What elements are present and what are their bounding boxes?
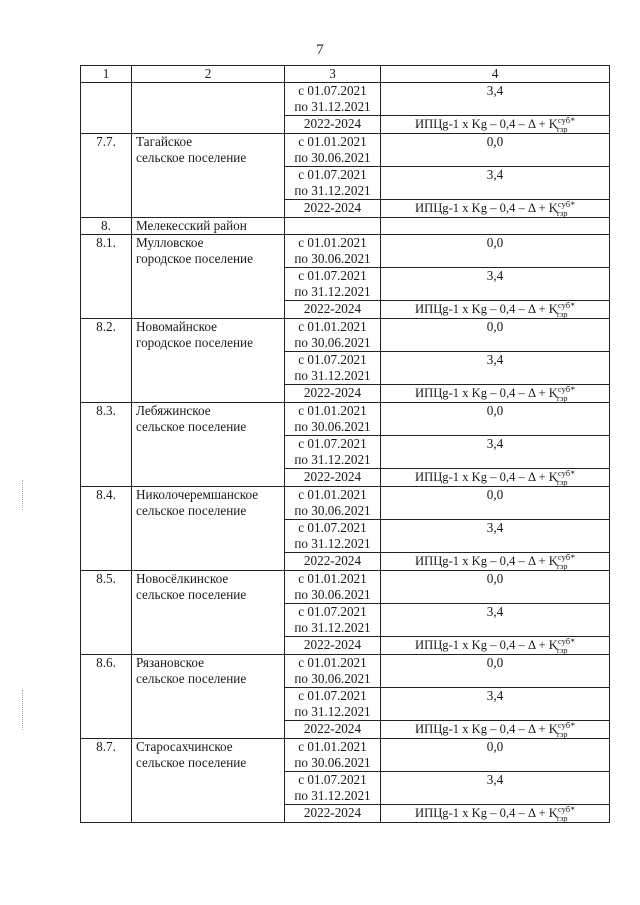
settlement-number: 8.4. <box>81 487 132 571</box>
period-start: с 01.07.2021 <box>298 83 367 98</box>
formula-text: ИПЦg-1 x Kg – 0,4 – Δ + K <box>415 302 558 316</box>
period-cell <box>285 167 381 200</box>
settlement-name-line: Мулловское <box>136 235 204 250</box>
settlement-name-line: Старосахчинское <box>136 739 233 754</box>
settlement-number: 8.5. <box>81 571 132 655</box>
period-start: с 01.01.2021 <box>298 739 367 754</box>
formula-subscript: тзр <box>556 309 568 319</box>
header-cell: 3 <box>285 66 381 83</box>
formula-asterisk: * <box>570 553 575 563</box>
period-cell: 2022-2024 <box>285 200 381 218</box>
formula-cell <box>381 721 610 739</box>
table-row <box>81 83 610 116</box>
settlement-name-line: городское поселение <box>136 335 253 350</box>
formula-asterisk: * <box>570 721 575 731</box>
period-cell <box>285 352 381 385</box>
index-value: 3,4 <box>381 772 610 805</box>
period-cell <box>285 134 381 167</box>
formula-asterisk: * <box>570 805 575 815</box>
period-end: по 31.12.2021 <box>294 536 371 551</box>
settlement-name <box>132 571 285 655</box>
district-name: Мелекесский район <box>132 218 285 235</box>
period-cell: 2022-2024 <box>285 637 381 655</box>
index-value: 3,4 <box>381 688 610 721</box>
formula-asterisk: * <box>570 469 575 479</box>
formula-superscript: суб <box>557 804 571 814</box>
period-cell: 2022-2024 <box>285 469 381 487</box>
period-start: с 01.01.2021 <box>298 403 367 418</box>
period-cell <box>285 436 381 469</box>
settlement-name-line: сельское поселение <box>136 671 247 686</box>
period-end: по 30.06.2021 <box>294 671 371 686</box>
period-cell <box>285 688 381 721</box>
formula-superscript: суб <box>557 199 571 209</box>
table-row <box>81 134 610 167</box>
settlement-name <box>132 403 285 487</box>
period-end: по 31.12.2021 <box>294 704 371 719</box>
period-start: с 01.07.2021 <box>298 268 367 283</box>
period-cell: 2022-2024 <box>285 721 381 739</box>
settlement-number: 8.2. <box>81 319 132 403</box>
period-end: по 30.06.2021 <box>294 503 371 518</box>
header-cell: 2 <box>132 66 285 83</box>
period-end: по 30.06.2021 <box>294 419 371 434</box>
formula-subscript: тзр <box>556 208 568 218</box>
period-start: с 01.07.2021 <box>298 436 367 451</box>
table-header-row <box>81 66 610 83</box>
formula-superscript: суб <box>557 468 571 478</box>
formula-asterisk: * <box>570 200 575 210</box>
table-row <box>81 487 610 520</box>
period-start: с 01.07.2021 <box>298 772 367 787</box>
header-cell: 4 <box>381 66 610 83</box>
header-cell: 1 <box>81 66 132 83</box>
formula-cell <box>381 301 610 319</box>
settlement-number: 8.7. <box>81 739 132 823</box>
settlement-name <box>132 134 285 218</box>
formula-cell <box>381 553 610 571</box>
period-start: с 01.01.2021 <box>298 134 367 149</box>
period-start: с 01.01.2021 <box>298 655 367 670</box>
formula-text: ИПЦg-1 x Kg – 0,4 – Δ + K <box>415 386 558 400</box>
table-row <box>81 403 610 436</box>
period-cell <box>285 487 381 520</box>
period-cell <box>285 319 381 352</box>
settlement-number: 8.1. <box>81 235 132 319</box>
formula-subscript: тзр <box>556 645 568 655</box>
period-cell <box>285 403 381 436</box>
table-body <box>81 66 610 823</box>
formula-subscript: тзр <box>556 561 568 571</box>
index-value: 3,4 <box>381 604 610 637</box>
period-cell: 2022-2024 <box>285 553 381 571</box>
period-start: с 01.07.2021 <box>298 352 367 367</box>
settlement-name-line: сельское поселение <box>136 150 247 165</box>
period-cell: 2022-2024 <box>285 116 381 134</box>
settlement-name-line: сельское поселение <box>136 419 247 434</box>
settlement-name-line: Лебяжинское <box>136 403 211 418</box>
index-value: 3,4 <box>381 520 610 553</box>
settlement-name <box>132 319 285 403</box>
settlement-name <box>132 655 285 739</box>
formula-cell <box>381 469 610 487</box>
period-cell: 2022-2024 <box>285 385 381 403</box>
period-end: по 31.12.2021 <box>294 368 371 383</box>
period-cell <box>285 571 381 604</box>
settlement-name-line: Новомайнское <box>136 319 218 334</box>
index-value: 0,0 <box>381 403 610 436</box>
formula-asterisk: * <box>570 637 575 647</box>
index-value: 3,4 <box>381 436 610 469</box>
formula-asterisk: * <box>570 301 575 311</box>
period-start: с 01.07.2021 <box>298 167 367 182</box>
settlement-name-line: Тагайское <box>136 134 193 149</box>
period-cell <box>285 655 381 688</box>
number-cell <box>81 83 132 134</box>
settlement-name-line: сельское поселение <box>136 755 247 770</box>
period-start: с 01.01.2021 <box>298 487 367 502</box>
settlement-name-line: сельское поселение <box>136 503 247 518</box>
table-row <box>81 571 610 604</box>
settlement-name-line: Новосёлкинское <box>136 571 229 586</box>
period-cell <box>285 268 381 301</box>
formula-text: ИПЦg-1 x Kg – 0,4 – Δ + K <box>415 201 558 215</box>
formula-subscript: тзр <box>556 477 568 487</box>
settlement-number: 7.7. <box>81 134 132 218</box>
formula-superscript: суб <box>557 636 571 646</box>
settlement-number: 8.3. <box>81 403 132 487</box>
formula-cell <box>381 116 610 134</box>
period-end: по 31.12.2021 <box>294 183 371 198</box>
settlement-name-line: Рязановское <box>136 655 204 670</box>
settlement-name <box>132 487 285 571</box>
period-cell <box>285 772 381 805</box>
index-value: 3,4 <box>381 167 610 200</box>
formula-text: ИПЦg-1 x Kg – 0,4 – Δ + K <box>415 117 558 131</box>
settlement-name-line: сельское поселение <box>136 587 247 602</box>
period-cell <box>285 235 381 268</box>
period-end: по 31.12.2021 <box>294 788 371 803</box>
index-value: 0,0 <box>381 655 610 688</box>
table-row <box>81 739 610 772</box>
formula-superscript: суб <box>557 552 571 562</box>
period-start: с 01.07.2021 <box>298 604 367 619</box>
formula-asterisk: * <box>570 116 575 126</box>
formula-cell <box>381 805 610 823</box>
period-start: с 01.01.2021 <box>298 571 367 586</box>
index-value: 0,0 <box>381 739 610 772</box>
period-cell <box>285 83 381 116</box>
index-value: 3,4 <box>381 268 610 301</box>
period-start: с 01.07.2021 <box>298 520 367 535</box>
period-cell <box>285 604 381 637</box>
formula-superscript: суб <box>557 384 571 394</box>
index-value: 0,0 <box>381 571 610 604</box>
formula-subscript: тзр <box>556 393 568 403</box>
formula-text: ИПЦg-1 x Kg – 0,4 – Δ + K <box>415 470 558 484</box>
scan-edge-mark <box>22 480 24 510</box>
period-end: по 30.06.2021 <box>294 335 371 350</box>
period-cell <box>285 739 381 772</box>
formula-text: ИПЦg-1 x Kg – 0,4 – Δ + K <box>415 806 558 820</box>
period-end: по 31.12.2021 <box>294 452 371 467</box>
formula-superscript: суб <box>557 300 571 310</box>
index-value: 3,4 <box>381 352 610 385</box>
index-value: 0,0 <box>381 134 610 167</box>
district-number: 8. <box>81 218 132 235</box>
formula-text: ИПЦg-1 x Kg – 0,4 – Δ + K <box>415 722 558 736</box>
period-end: по 31.12.2021 <box>294 99 371 114</box>
empty-cell <box>381 218 610 235</box>
formula-asterisk: * <box>570 385 575 395</box>
index-value: 0,0 <box>381 319 610 352</box>
scan-edge-mark <box>22 690 24 730</box>
index-value: 0,0 <box>381 235 610 268</box>
table-row <box>81 319 610 352</box>
formula-superscript: суб <box>557 115 571 125</box>
settlement-number: 8.6. <box>81 655 132 739</box>
table-row <box>81 655 610 688</box>
period-start: с 01.01.2021 <box>298 319 367 334</box>
settlement-name-line: городское поселение <box>136 251 253 266</box>
formula-cell <box>381 200 610 218</box>
period-end: по 30.06.2021 <box>294 150 371 165</box>
period-end: по 30.06.2021 <box>294 755 371 770</box>
settlement-name <box>132 739 285 823</box>
formula-text: ИПЦg-1 x Kg – 0,4 – Δ + K <box>415 638 558 652</box>
settlement-name-line: Николочеремшанское <box>136 487 259 502</box>
period-cell: 2022-2024 <box>285 301 381 319</box>
empty-cell <box>285 218 381 235</box>
period-end: по 30.06.2021 <box>294 251 371 266</box>
index-value: 0,0 <box>381 487 610 520</box>
table-row <box>81 235 610 268</box>
settlement-cell <box>132 83 285 134</box>
formula-cell <box>381 385 610 403</box>
period-end: по 30.06.2021 <box>294 587 371 602</box>
page-number: 7 <box>316 42 324 58</box>
period-cell: 2022-2024 <box>285 805 381 823</box>
formula-superscript: суб <box>557 720 571 730</box>
formula-subscript: тзр <box>556 813 568 823</box>
settlement-name <box>132 235 285 319</box>
period-cell <box>285 520 381 553</box>
period-start: с 01.07.2021 <box>298 688 367 703</box>
formula-subscript: тзр <box>556 124 568 134</box>
period-end: по 31.12.2021 <box>294 284 371 299</box>
period-end: по 31.12.2021 <box>294 620 371 635</box>
district-row <box>81 218 610 235</box>
formula-cell <box>381 637 610 655</box>
formula-subscript: тзр <box>556 729 568 739</box>
formula-text: ИПЦg-1 x Kg – 0,4 – Δ + K <box>415 554 558 568</box>
tariff-table <box>80 65 610 823</box>
period-start: с 01.01.2021 <box>298 235 367 250</box>
index-value: 3,4 <box>381 83 610 116</box>
